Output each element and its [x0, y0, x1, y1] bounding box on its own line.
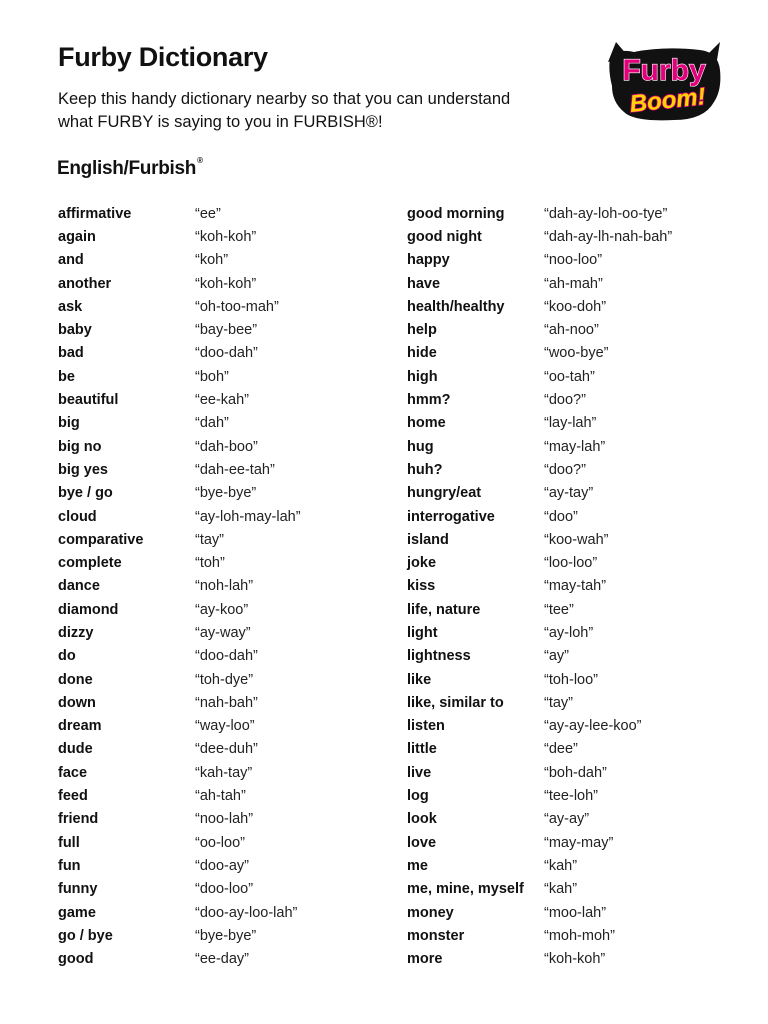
furbish-word: “dah-ee-tah” — [195, 461, 275, 478]
dictionary-entry — [58, 528, 301, 551]
english-word: dizzy — [58, 624, 94, 641]
dictionary-entry — [58, 249, 301, 272]
furbish-word: “bye-bye” — [195, 485, 257, 502]
dictionary-entry — [58, 831, 301, 854]
english-word: like — [407, 671, 432, 688]
furbish-word: “ay” — [544, 648, 569, 665]
dictionary-entry — [58, 645, 301, 668]
dictionary-entry — [58, 318, 301, 341]
dictionary-entry — [407, 249, 672, 272]
dictionary-entry — [407, 854, 672, 877]
english-word: done — [58, 671, 93, 688]
dictionary-entry — [58, 505, 301, 528]
section-title-text: English/Furbish — [57, 158, 197, 179]
logo-text-boom: Boom! — [628, 83, 707, 118]
furbish-word: “bye-bye” — [195, 927, 257, 944]
english-word: kiss — [407, 578, 436, 595]
english-word: ask — [58, 298, 83, 315]
dictionary-entry — [58, 621, 301, 644]
furbish-word: “ah-tah” — [195, 788, 246, 805]
furbish-word: “may-tah” — [544, 578, 607, 595]
furbish-word: “toh” — [195, 555, 225, 572]
furbish-word: “ah-noo” — [544, 322, 599, 339]
dictionary-entry — [407, 272, 672, 295]
english-word: hide — [407, 345, 437, 362]
dictionary-entry — [407, 318, 672, 341]
english-word: joke — [407, 555, 437, 572]
furbish-word: “tee-loh” — [544, 788, 598, 805]
dictionary-entry — [407, 645, 672, 668]
english-word: monster — [407, 927, 465, 944]
furbish-word: “boh” — [195, 368, 229, 385]
english-word: again — [58, 228, 96, 245]
furbish-word: “kah” — [544, 881, 578, 898]
english-word: like, similar to — [407, 694, 504, 711]
english-word: home — [407, 415, 446, 432]
dictionary-entry — [407, 435, 672, 458]
english-word: do — [58, 648, 76, 665]
dictionary-entry — [58, 575, 301, 598]
dictionary-column-right — [407, 202, 672, 971]
furbish-word: “ay-tay” — [544, 485, 594, 502]
english-word: help — [407, 322, 437, 339]
dictionary-entry — [58, 458, 301, 481]
furbish-word: “kah” — [544, 857, 578, 874]
furbish-word: “oo-loo” — [195, 834, 245, 851]
page-title: Furby Dictionary — [58, 42, 268, 72]
english-word: have — [407, 275, 441, 292]
dictionary-entry — [407, 202, 672, 225]
furbish-word: “doo-ay-loo-lah” — [195, 904, 298, 921]
dictionary-entry — [407, 225, 672, 248]
furbish-word: “lay-lah” — [544, 415, 597, 432]
furbish-word: “woo-bye” — [544, 345, 609, 362]
english-word: funny — [58, 881, 98, 898]
section-title — [57, 158, 203, 180]
furbish-word: “ay-koo” — [195, 601, 249, 618]
furbish-word: “bay-bee” — [195, 322, 258, 339]
english-word: dude — [58, 741, 93, 758]
english-word: high — [407, 368, 438, 385]
english-word: friend — [58, 811, 99, 828]
dictionary-entry — [407, 831, 672, 854]
dictionary-entry — [58, 854, 301, 877]
dictionary-entry — [58, 924, 301, 947]
furbish-word: “kah-tay” — [195, 764, 253, 781]
furbish-word: “ah-mah” — [544, 275, 603, 292]
furbish-word: “doo-dah” — [195, 345, 258, 362]
furbish-word: “ay-loh” — [544, 624, 594, 641]
intro-line-1: Keep this handy dictionary nearby so that you can understand — [58, 90, 511, 108]
english-word: lightness — [407, 648, 471, 665]
dictionary-entry — [407, 784, 672, 807]
english-word: listen — [407, 718, 445, 735]
english-word: be — [58, 368, 75, 385]
dictionary-entry — [58, 784, 301, 807]
furbish-word: “koh-koh” — [544, 951, 606, 968]
english-word: me, mine, myself — [407, 881, 524, 898]
dictionary-entry — [58, 342, 301, 365]
furbish-word: “dah” — [195, 415, 229, 432]
dictionary-entry — [58, 295, 301, 318]
furbish-word: “koh” — [195, 252, 229, 269]
english-word: diamond — [58, 601, 119, 618]
furbish-word: “doo-loo” — [195, 881, 254, 898]
dictionary-entry — [407, 621, 672, 644]
english-word: huh? — [407, 461, 443, 478]
dictionary-entry — [58, 435, 301, 458]
dictionary-entry — [407, 365, 672, 388]
dictionary-entry — [58, 272, 301, 295]
english-word: and — [58, 252, 84, 269]
furbish-word: “ee-kah” — [195, 392, 249, 409]
dictionary-entry — [407, 598, 672, 621]
furbish-word: “ay-ay” — [544, 811, 590, 828]
english-word: light — [407, 624, 438, 641]
dictionary-entry — [407, 808, 672, 831]
dictionary-entry — [58, 808, 301, 831]
dictionary-entry — [407, 551, 672, 574]
english-word: face — [58, 764, 88, 781]
furbish-word: “oo-tah” — [544, 368, 595, 385]
dictionary-entry — [58, 761, 301, 784]
english-word: bad — [58, 345, 84, 362]
dictionary-entry — [407, 505, 672, 528]
dictionary-entry — [407, 715, 672, 738]
dictionary-entry — [407, 901, 672, 924]
english-word: go / bye — [58, 927, 113, 944]
furbish-word: “ee” — [195, 205, 221, 222]
english-word: happy — [407, 252, 450, 269]
furbish-word: “dee-duh” — [195, 741, 258, 758]
dictionary-entry — [58, 948, 301, 971]
furbish-word: “noh-lah” — [195, 578, 254, 595]
english-word: hungry/eat — [407, 485, 482, 502]
furbish-word: “way-loo” — [195, 718, 255, 735]
furbish-word: “tay” — [195, 531, 224, 548]
furbish-word: “doo-dah” — [195, 648, 258, 665]
dictionary-entry — [58, 412, 301, 435]
furbish-word: “koo-doh” — [544, 298, 607, 315]
english-word: health/healthy — [407, 298, 505, 315]
english-word: live — [407, 764, 432, 781]
furbish-word: “loo-loo” — [544, 555, 598, 572]
dictionary-entry — [407, 668, 672, 691]
english-word: cloud — [58, 508, 97, 525]
dictionary-entry — [58, 715, 301, 738]
furbish-word: “noo-loo” — [544, 252, 603, 269]
dictionary-entry — [407, 691, 672, 714]
dictionary-entry — [407, 924, 672, 947]
furbish-word: “ay-way” — [195, 624, 251, 641]
english-word: island — [407, 531, 449, 548]
dictionary-column-left — [58, 202, 301, 971]
english-word: more — [407, 951, 443, 968]
furbish-word: “moh-moh” — [544, 927, 615, 944]
furbish-word: “noo-lah” — [195, 811, 254, 828]
furbish-word: “doo” — [544, 508, 578, 525]
dictionary-entry — [58, 598, 301, 621]
english-word: fun — [58, 857, 81, 874]
english-word: feed — [58, 788, 88, 805]
furbish-word: “dah-boo” — [195, 438, 258, 455]
english-word: comparative — [58, 531, 144, 548]
english-word: big — [58, 415, 80, 432]
furbish-word: “boh-dah” — [544, 764, 607, 781]
dictionary-entry — [407, 412, 672, 435]
dictionary-entry — [407, 295, 672, 318]
furbish-word: “ay-ay-lee-koo” — [544, 718, 642, 735]
english-word: full — [58, 834, 80, 851]
dictionary-entry — [58, 738, 301, 761]
furbish-word: “koo-wah” — [544, 531, 609, 548]
dictionary-entry — [58, 482, 301, 505]
furbish-word: “doo-ay” — [195, 857, 249, 874]
dictionary-entry — [407, 948, 672, 971]
english-word: dream — [58, 718, 102, 735]
english-word: dance — [58, 578, 100, 595]
furbish-word: “dah-ay-lh-nah-bah” — [544, 228, 673, 245]
furbish-word: “toh-dye” — [195, 671, 254, 688]
dictionary-entry — [407, 342, 672, 365]
dictionary-entry — [58, 225, 301, 248]
registered-mark: ® — [197, 156, 203, 165]
english-word: hug — [407, 438, 434, 455]
dictionary-entry — [407, 878, 672, 901]
furbish-word: “tay” — [544, 694, 573, 711]
english-word: money — [407, 904, 454, 921]
english-word: complete — [58, 555, 122, 572]
english-word: beautiful — [58, 392, 119, 409]
english-word: log — [407, 788, 429, 805]
dictionary-entry — [407, 575, 672, 598]
dictionary-entry — [407, 482, 672, 505]
dictionary-entry — [58, 202, 301, 225]
dictionary-entry — [58, 365, 301, 388]
intro-text — [58, 88, 578, 134]
furbish-word: “tee” — [544, 601, 574, 618]
english-word: life, nature — [407, 601, 481, 618]
furbish-word: “may-lah” — [544, 438, 606, 455]
english-word: big no — [58, 438, 102, 455]
english-word: good — [58, 951, 94, 968]
furbish-word: “toh-loo” — [544, 671, 598, 688]
furbish-word: “doo?” — [544, 392, 586, 409]
english-word: little — [407, 741, 437, 758]
dictionary-entry — [58, 551, 301, 574]
furbish-word: “dah-ay-loh-oo-tye” — [544, 205, 668, 222]
english-word: good night — [407, 228, 482, 245]
english-word: bye / go — [58, 485, 113, 502]
english-word: love — [407, 834, 437, 851]
furbish-word: “dee” — [544, 741, 578, 758]
english-word: affirmative — [58, 205, 132, 222]
english-word: hmm? — [407, 392, 451, 409]
english-word: another — [58, 275, 112, 292]
dictionary-entry — [58, 388, 301, 411]
dictionary-entry — [407, 388, 672, 411]
furbish-word: “koh-koh” — [195, 228, 257, 245]
english-word: look — [407, 811, 437, 828]
english-word: game — [58, 904, 96, 921]
furbish-word: “moo-lah” — [544, 904, 607, 921]
logo-text-furby: Furby — [622, 54, 706, 87]
furbish-word: “may-may” — [544, 834, 614, 851]
english-word: big yes — [58, 461, 108, 478]
furbish-word: “ay-loh-may-lah” — [195, 508, 301, 525]
english-word: baby — [58, 322, 92, 339]
dictionary-entry — [58, 901, 301, 924]
dictionary-entry — [58, 668, 301, 691]
furby-boom-logo — [604, 40, 724, 124]
furbish-word: “ee-day” — [195, 951, 249, 968]
english-word: me — [407, 857, 428, 874]
dictionary-entry — [58, 878, 301, 901]
furbish-word: “nah-bah” — [195, 694, 258, 711]
furbish-word: “doo?” — [544, 461, 586, 478]
intro-line-2: what FURBY is saying to you in FURBISH®! — [58, 113, 383, 131]
furbish-word: “oh-too-mah” — [195, 298, 279, 315]
dictionary-entry — [407, 458, 672, 481]
dictionary-entry — [58, 691, 301, 714]
english-word: down — [58, 694, 96, 711]
dictionary-entry — [407, 528, 672, 551]
english-word: good morning — [407, 205, 505, 222]
dictionary-entry — [407, 761, 672, 784]
furbish-word: “koh-koh” — [195, 275, 257, 292]
dictionary-entry — [407, 738, 672, 761]
english-word: interrogative — [407, 508, 495, 525]
